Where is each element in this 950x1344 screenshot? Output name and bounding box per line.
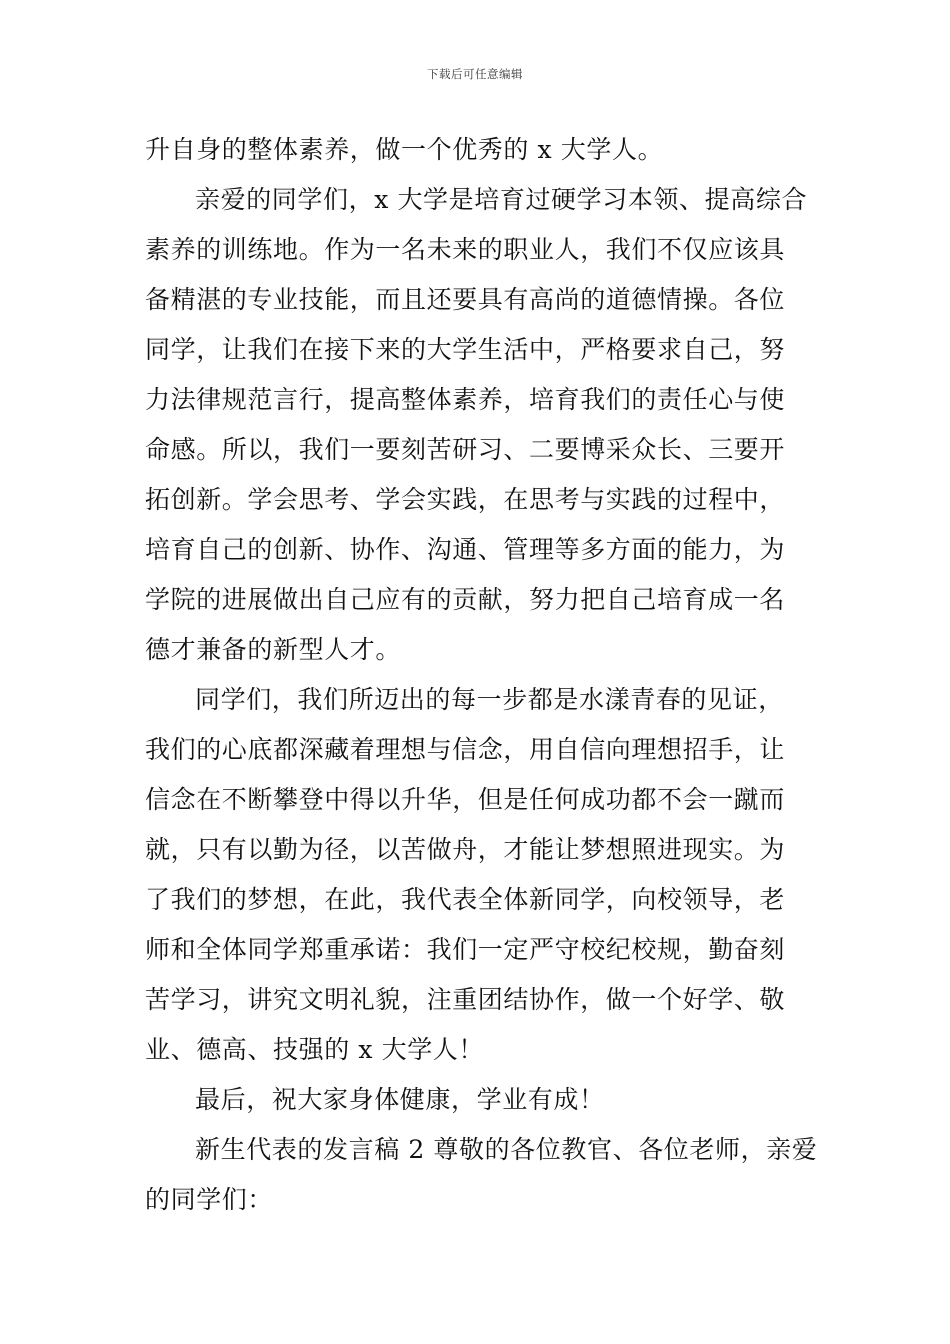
- paragraph-start-line: 同学们，我们所迈出的每一步都是水漾青春的见证，: [195, 685, 784, 714]
- text-line: 我们的心底都深藏着理想与信念，用自信向理想招手，让: [145, 735, 786, 764]
- text-line: 培育自己的创新、协作、沟通、管理等多方面的能力，为: [145, 535, 786, 564]
- text-line: 德才兼备的新型人才。: [145, 635, 402, 664]
- text-line: 素养的训练地。作为一名未来的职业人，我们不仅应该具: [145, 235, 786, 264]
- text-line: 学院的进展做出自己应有的贡献，努力把自己培育成一名: [145, 585, 786, 614]
- text-line: 命感。所以，我们一要刻苦研习、二要博采众长、三要开: [145, 435, 786, 464]
- text-line: 了我们的梦想，在此，我代表全体新同学，向校领导，老: [145, 885, 786, 914]
- paragraph-start-line: 新生代表的发言稿 2 尊敬的各位教官、各位老师，亲爱: [195, 1135, 818, 1164]
- text-line: 就，只有以勤为径，以苦做舟，才能让梦想照进现实。为: [145, 835, 786, 864]
- text-line: 力法律规范言行，提高整体素养，培育我们的责任心与使: [145, 385, 786, 414]
- text-line: 拓创新。学会思考、学会实践，在思考与实践的过程中，: [145, 485, 786, 514]
- text-line: 同学，让我们在接下来的大学生活中，严格要求自己，努: [145, 335, 786, 364]
- text-line: 业、德高、技强的 x 大学人！: [145, 1035, 484, 1064]
- text-line: 升自身的整体素养，做一个优秀的 x 大学人。: [145, 135, 664, 164]
- paragraph-start-line: 亲爱的同学们，x 大学是培育过硬学习本领、提高综合: [195, 185, 808, 214]
- text-line: 师和全体同学郑重承诺：我们一定严守校纪校规，勤奋刻: [145, 935, 786, 964]
- text-line: 备精湛的专业技能，而且还要具有高尚的道德情操。各位: [145, 285, 786, 314]
- text-line: 的同学们：: [145, 1185, 274, 1214]
- text-line: 苦学习，讲究文明礼貌，注重团结协作，做一个好学、敬: [145, 985, 786, 1014]
- paragraph-start-line: 最后，祝大家身体健康，学业有成！: [195, 1085, 605, 1114]
- text-line: 信念在不断攀登中得以升华，但是任何成功都不会一蹴而: [145, 785, 786, 814]
- header-note: 下载后可任意编辑: [427, 67, 523, 81]
